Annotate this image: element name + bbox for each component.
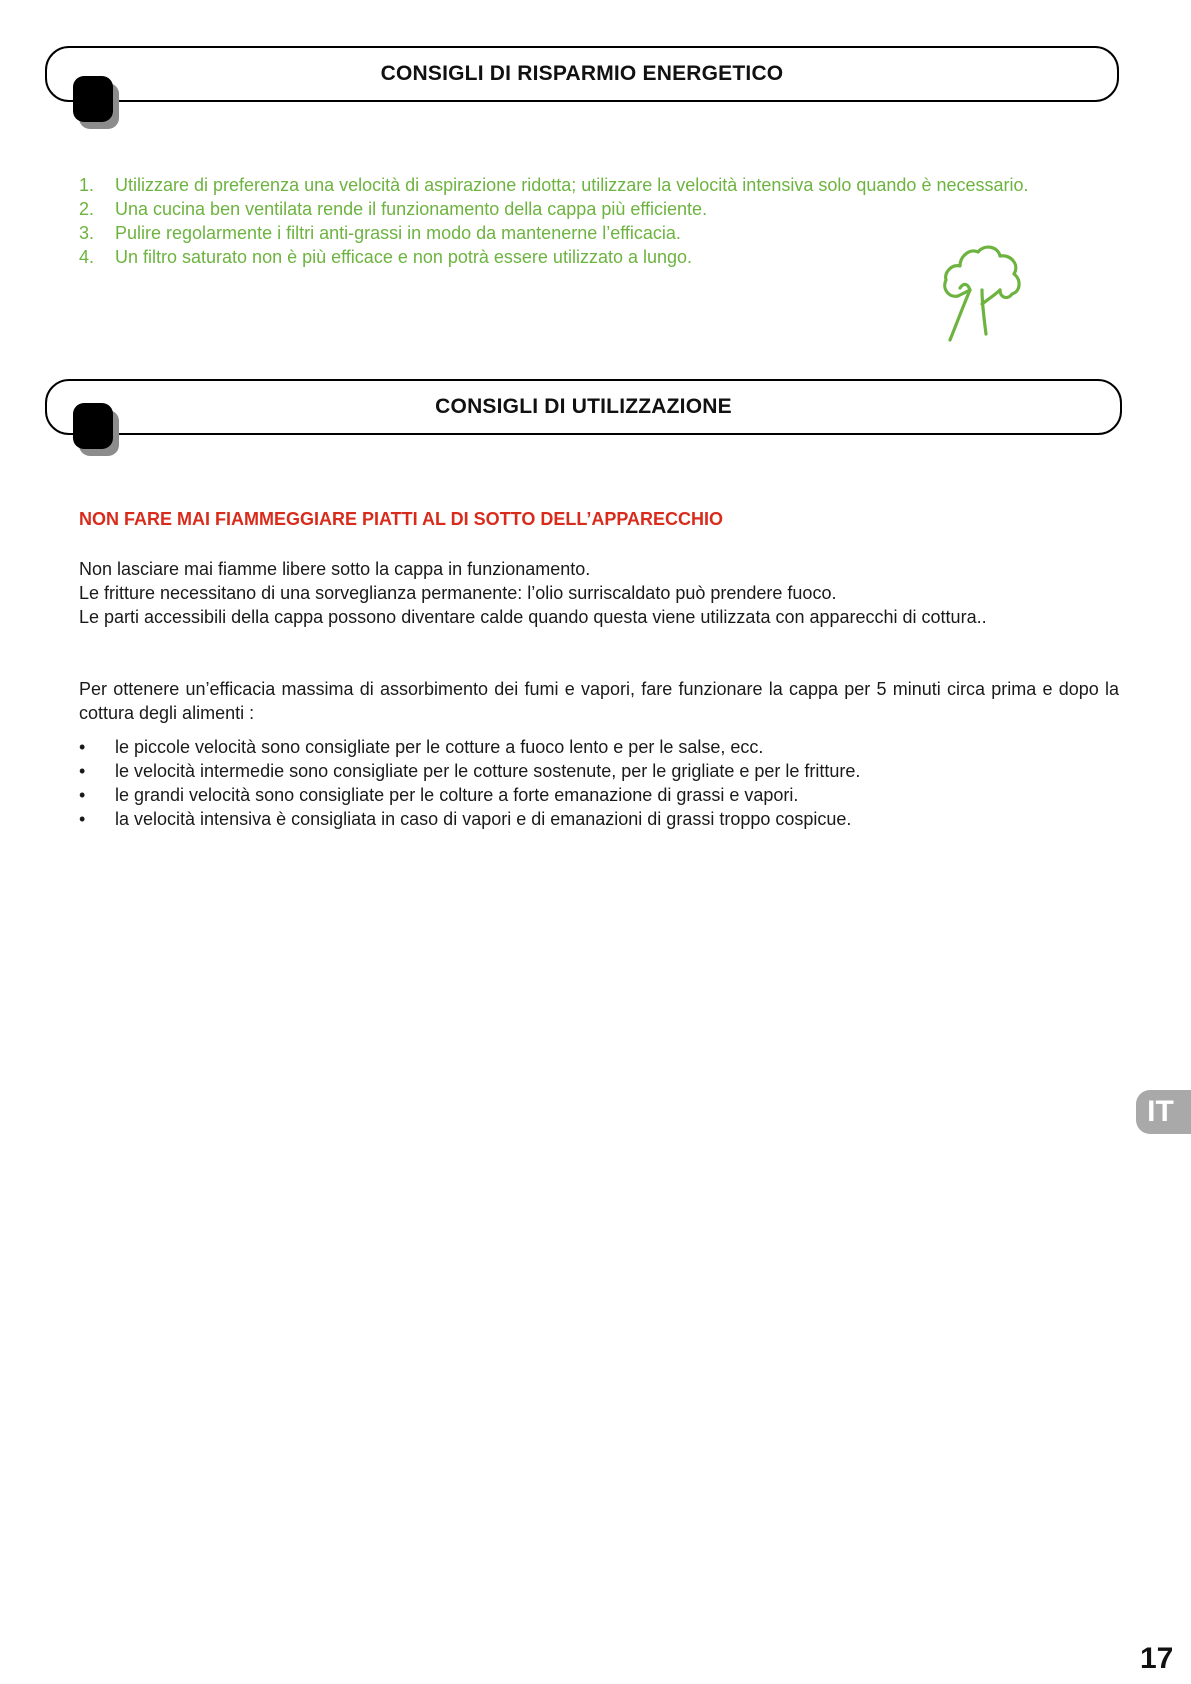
tree-icon <box>940 238 1024 342</box>
section-badge-icon <box>73 403 113 449</box>
language-tab: IT <box>1136 1090 1191 1134</box>
warning-text: NON FARE MAI FIAMMEGGIARE PIATTI AL DI SOTTO DELL’APPARECCHIO <box>79 509 724 529</box>
energy-saving-list <box>79 173 1029 269</box>
list-item: • le velocità intermedie sono consigliate per le cotture sostenute, per le grigliate e per le fritture. <box>79 761 861 781</box>
list-item: • la velocità intensiva è consigliata in caso di vapori e di emanazioni di grassi troppo cospicue. <box>79 809 852 829</box>
paragraph-line: Non lasciare mai fiamme libere sotto la cappa in funzionamento. <box>79 559 591 579</box>
page-number: 17 <box>1140 1642 1174 1675</box>
list-item: • le grandi velocità sono consigliate per le colture a forte emanazione di grassi e vapori. <box>79 785 799 805</box>
efficiency-paragraph: Per ottenere un’efficacia massima di assorbimento dei fumi e vapori, fare funzionare la cappa per 5 minuti circa prima e dopo la cottura degli alimenti : <box>79 679 1119 723</box>
list-item: 2. Una cucina ben ventilata rende il funzionamento della cappa più efficiente. <box>79 199 708 219</box>
paragraph-line: Le parti accessibili della cappa possono diventare calde quando questa viene utilizzata con apparecchi di cottura.. <box>79 607 987 627</box>
list-item: 1. Utilizzare di preferenza una velocità di aspirazione ridotta; utilizzare la velocità intensiva solo quando è necessario. <box>79 175 1029 195</box>
section-header-usage <box>45 379 1122 435</box>
list-item: 3. Pulire regolarmente i filtri anti-grassi in modo da mantenerne l’efficacia. <box>79 223 681 243</box>
list-item: 4. Un filtro saturato non è più efficace e non potrà essere utilizzato a lungo. <box>79 247 693 267</box>
list-item: • le piccole velocità sono consigliate per le cotture a fuoco lento e per le salse, ecc. <box>79 737 764 757</box>
speed-tips-list <box>79 735 860 831</box>
section-title-usage: CONSIGLI DI UTILIZZAZIONE <box>435 395 732 418</box>
section-title-energy-saving: CONSIGLI DI RISPARMIO ENERGETICO <box>380 62 784 85</box>
section-header-energy-saving <box>45 46 1119 102</box>
section-badge-icon <box>73 76 113 122</box>
safety-paragraph <box>79 557 987 629</box>
paragraph-line: Le fritture necessitano di una sorveglianza permanente: l’olio surriscaldato può prendere fuoco. <box>79 583 837 603</box>
